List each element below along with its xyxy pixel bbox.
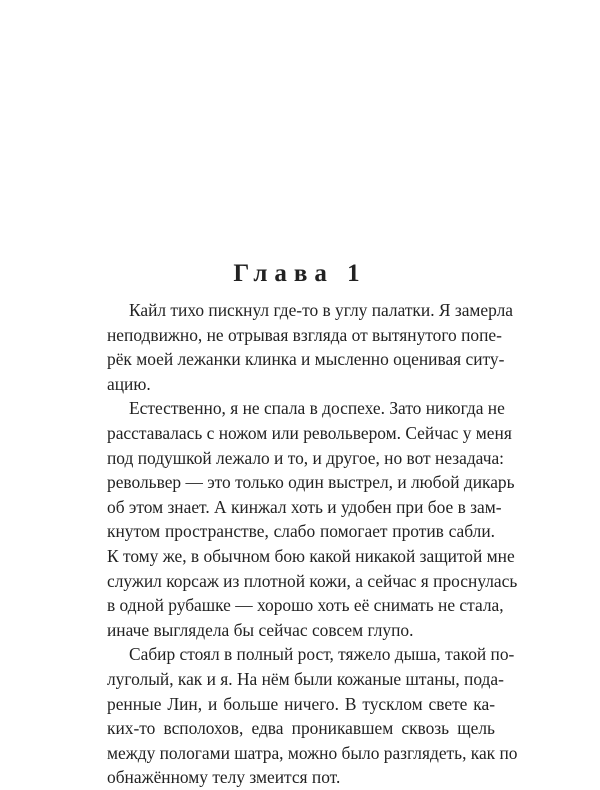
text-line: ацию. — [107, 373, 151, 394]
text-line: в одной рубашке — хорошо хоть её снимать не стала, — [107, 595, 504, 616]
text-line: кнутом пространстве, слабо помогает против сабли. — [107, 521, 495, 542]
text-line: между пологами шатра, можно было разглядеть, как по — [107, 742, 518, 763]
text-line: иначе выглядела бы сейчас совсем глупо. — [107, 619, 414, 640]
text-line: под подушкой лежало и то, и другое, но вот незадача: — [107, 447, 505, 468]
text-line: Естественно, я не спала в доспехе. Зато никогда не — [129, 398, 505, 419]
text-line: ких-то всполохов, едва проникавшем сквозь щель — [107, 718, 495, 739]
text-line: Кайл тихо пискнул где-то в углу палатки. Я замерла — [129, 300, 514, 320]
text-line: об этом знает. А кинжал хоть и удобен при бое в зам- — [107, 496, 502, 517]
paragraph-1 — [107, 298, 514, 396]
text-line: Сабир стоял в полный рост, тяжело дыша, такой по- — [129, 644, 515, 665]
text-line: служил корсаж из плотной кожи, а сейчас я проснулась — [107, 570, 518, 591]
text-line: неподвижно, не отрывая взгляда от вытянутого попе- — [107, 324, 502, 345]
text-line: ренные Лин, и больше ничего. В тусклом свете ка- — [107, 693, 495, 714]
text-line: револьвер — это только один выстрел, и любой дикарь — [107, 472, 515, 493]
chapter-text — [107, 298, 518, 790]
paragraph-3 — [107, 642, 518, 790]
text-line: луголый, как и я. На нём были кожаные штаны, пода- — [107, 668, 504, 689]
text-line: К тому же, в обычном бою какой никакой защитой мне — [107, 545, 515, 566]
text-line: расставалась с ножом или револьвером. Сейчас у меня — [107, 422, 512, 443]
text-line: обнажённому телу змеится пот. — [107, 767, 341, 788]
text-line: рёк моей лежанки клинка и мысленно оценивая ситу- — [107, 349, 505, 370]
paragraph-2 — [107, 396, 518, 642]
chapter-title: Глава 1 — [233, 260, 367, 287]
